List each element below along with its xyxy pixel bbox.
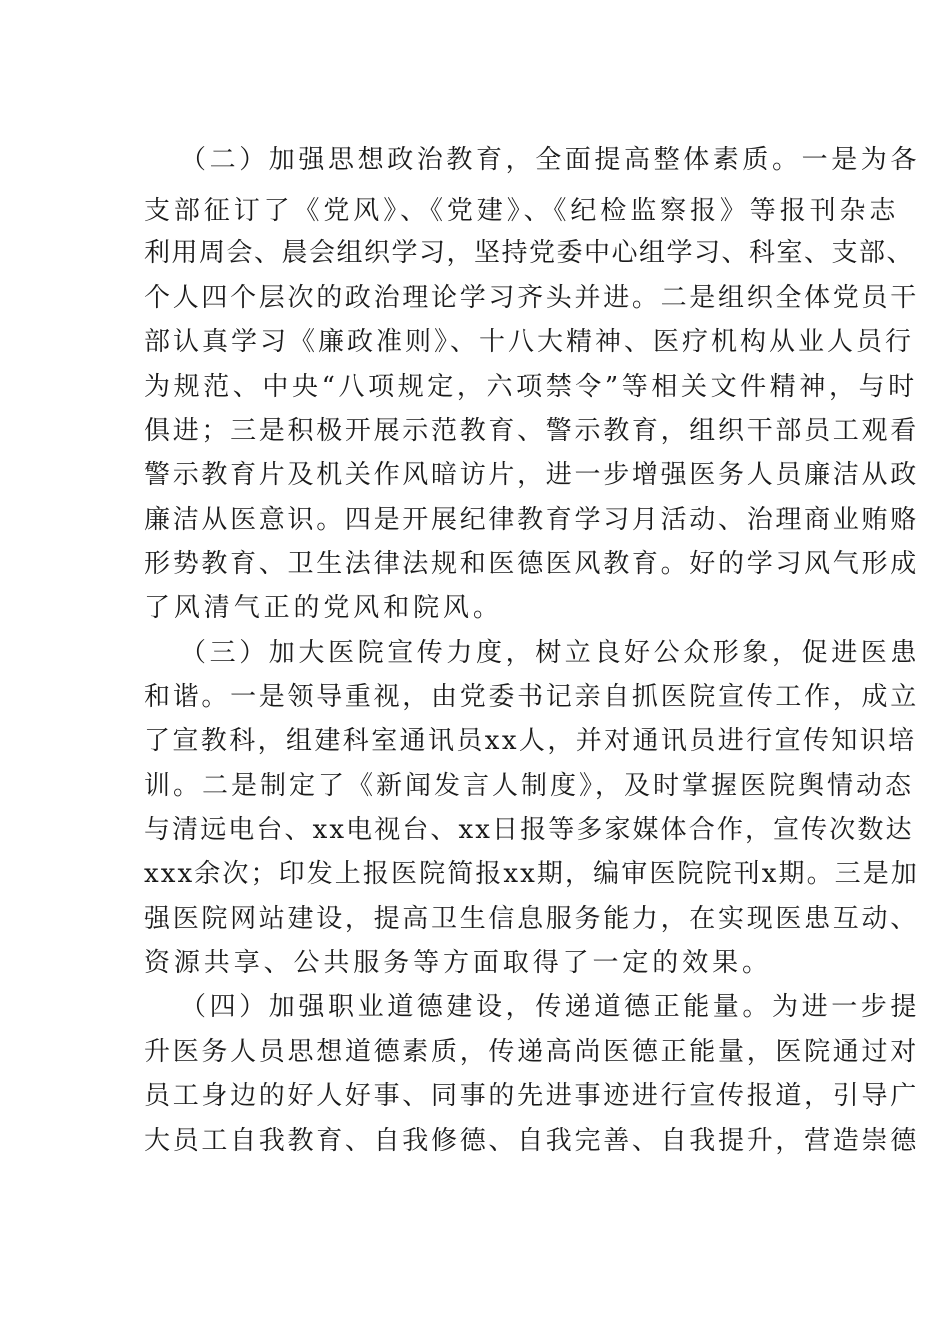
paragraph-2-line-9: 廉洁从医意识。四是开展纪律教育学习月活动、治理商业贿赂 <box>144 505 919 535</box>
paragraph-2-line-5: 部认真学习《廉政准则》、十八大精神、医疗机构从业人员行 <box>144 327 915 357</box>
paragraph-2-line-8: 警示教育片及机关作风暗访片，进一步增强医务人员廉洁从政 <box>144 460 919 490</box>
paragraph-2-line-4: 个人四个层次的政治理论学习齐头并进。二是组织全体党员干 <box>144 283 919 313</box>
paragraph-4-line-1: （四）加强职业道德建设，传递道德正能量。为进一步提 <box>180 992 921 1022</box>
paragraph-2-line-11: 了风清气正的党风和院风。 <box>144 593 503 623</box>
paragraph-4-line-4: 大员工自我教育、自我修德、自我完善、自我提升，营造崇德 <box>144 1126 919 1156</box>
paragraph-2-line-1: （二）加强思想政治教育，全面提高整体素质。一是为各 <box>180 145 921 175</box>
paragraph-3-line-8: 资源共享、公共服务等方面取得了一定的效果。 <box>144 948 772 978</box>
paragraph-3-line-5: 与清远电台、xx电视台、xx日报等多家媒体合作，宣传次数达 <box>144 815 914 845</box>
paragraph-2-line-10: 形势教育、卫生法律法规和医德医风教育。好的学习风气形成 <box>144 549 919 579</box>
paragraph-3-line-7: 强医院网站建设，提高卫生信息服务能力，在实现医患互动、 <box>144 904 919 934</box>
paragraph-3-line-3: 了宣教科，组建科室通讯员xx人，并对通讯员进行宣传知识培 <box>144 726 917 756</box>
paragraph-3-line-1: （三）加大医院宣传力度，树立良好公众形象，促进医患 <box>180 638 921 668</box>
paragraph-2-line-7: 俱进；三是积极开展示范教育、警示教育，组织干部员工观看 <box>144 416 919 446</box>
paragraph-4-line-2: 升医务人员思想道德素质，传递高尚医德正能量，医院通过对 <box>144 1037 919 1067</box>
paragraph-4-line-3: 员工身边的好人好事、同事的先进事迹进行宣传报道，引导广 <box>144 1081 919 1111</box>
paragraph-2-line-2: 支部征订了《党风》、《党建》、《纪检监察报》等报刊杂志 <box>144 196 900 226</box>
paragraph-3-line-4: 训。二是制定了《新闻发言人制度》，及时掌握医院舆情动态 <box>144 771 915 801</box>
paragraph-3-line-2: 和谐。一是领导重视，由党委书记亲自抓医院宣传工作，成立 <box>144 682 919 712</box>
paragraph-2-line-3: 利用周会、晨会组织学习，坚持党委中心组学习、科室、支部、 <box>144 238 915 268</box>
paragraph-3-line-6: xxx余次；印发上报医院简报xx期，编审医院院刊x期。三是加 <box>144 859 919 889</box>
paragraph-2-line-6: 为规范、中央“八项规定，六项禁令”等相关文件精神，与时 <box>144 372 918 402</box>
